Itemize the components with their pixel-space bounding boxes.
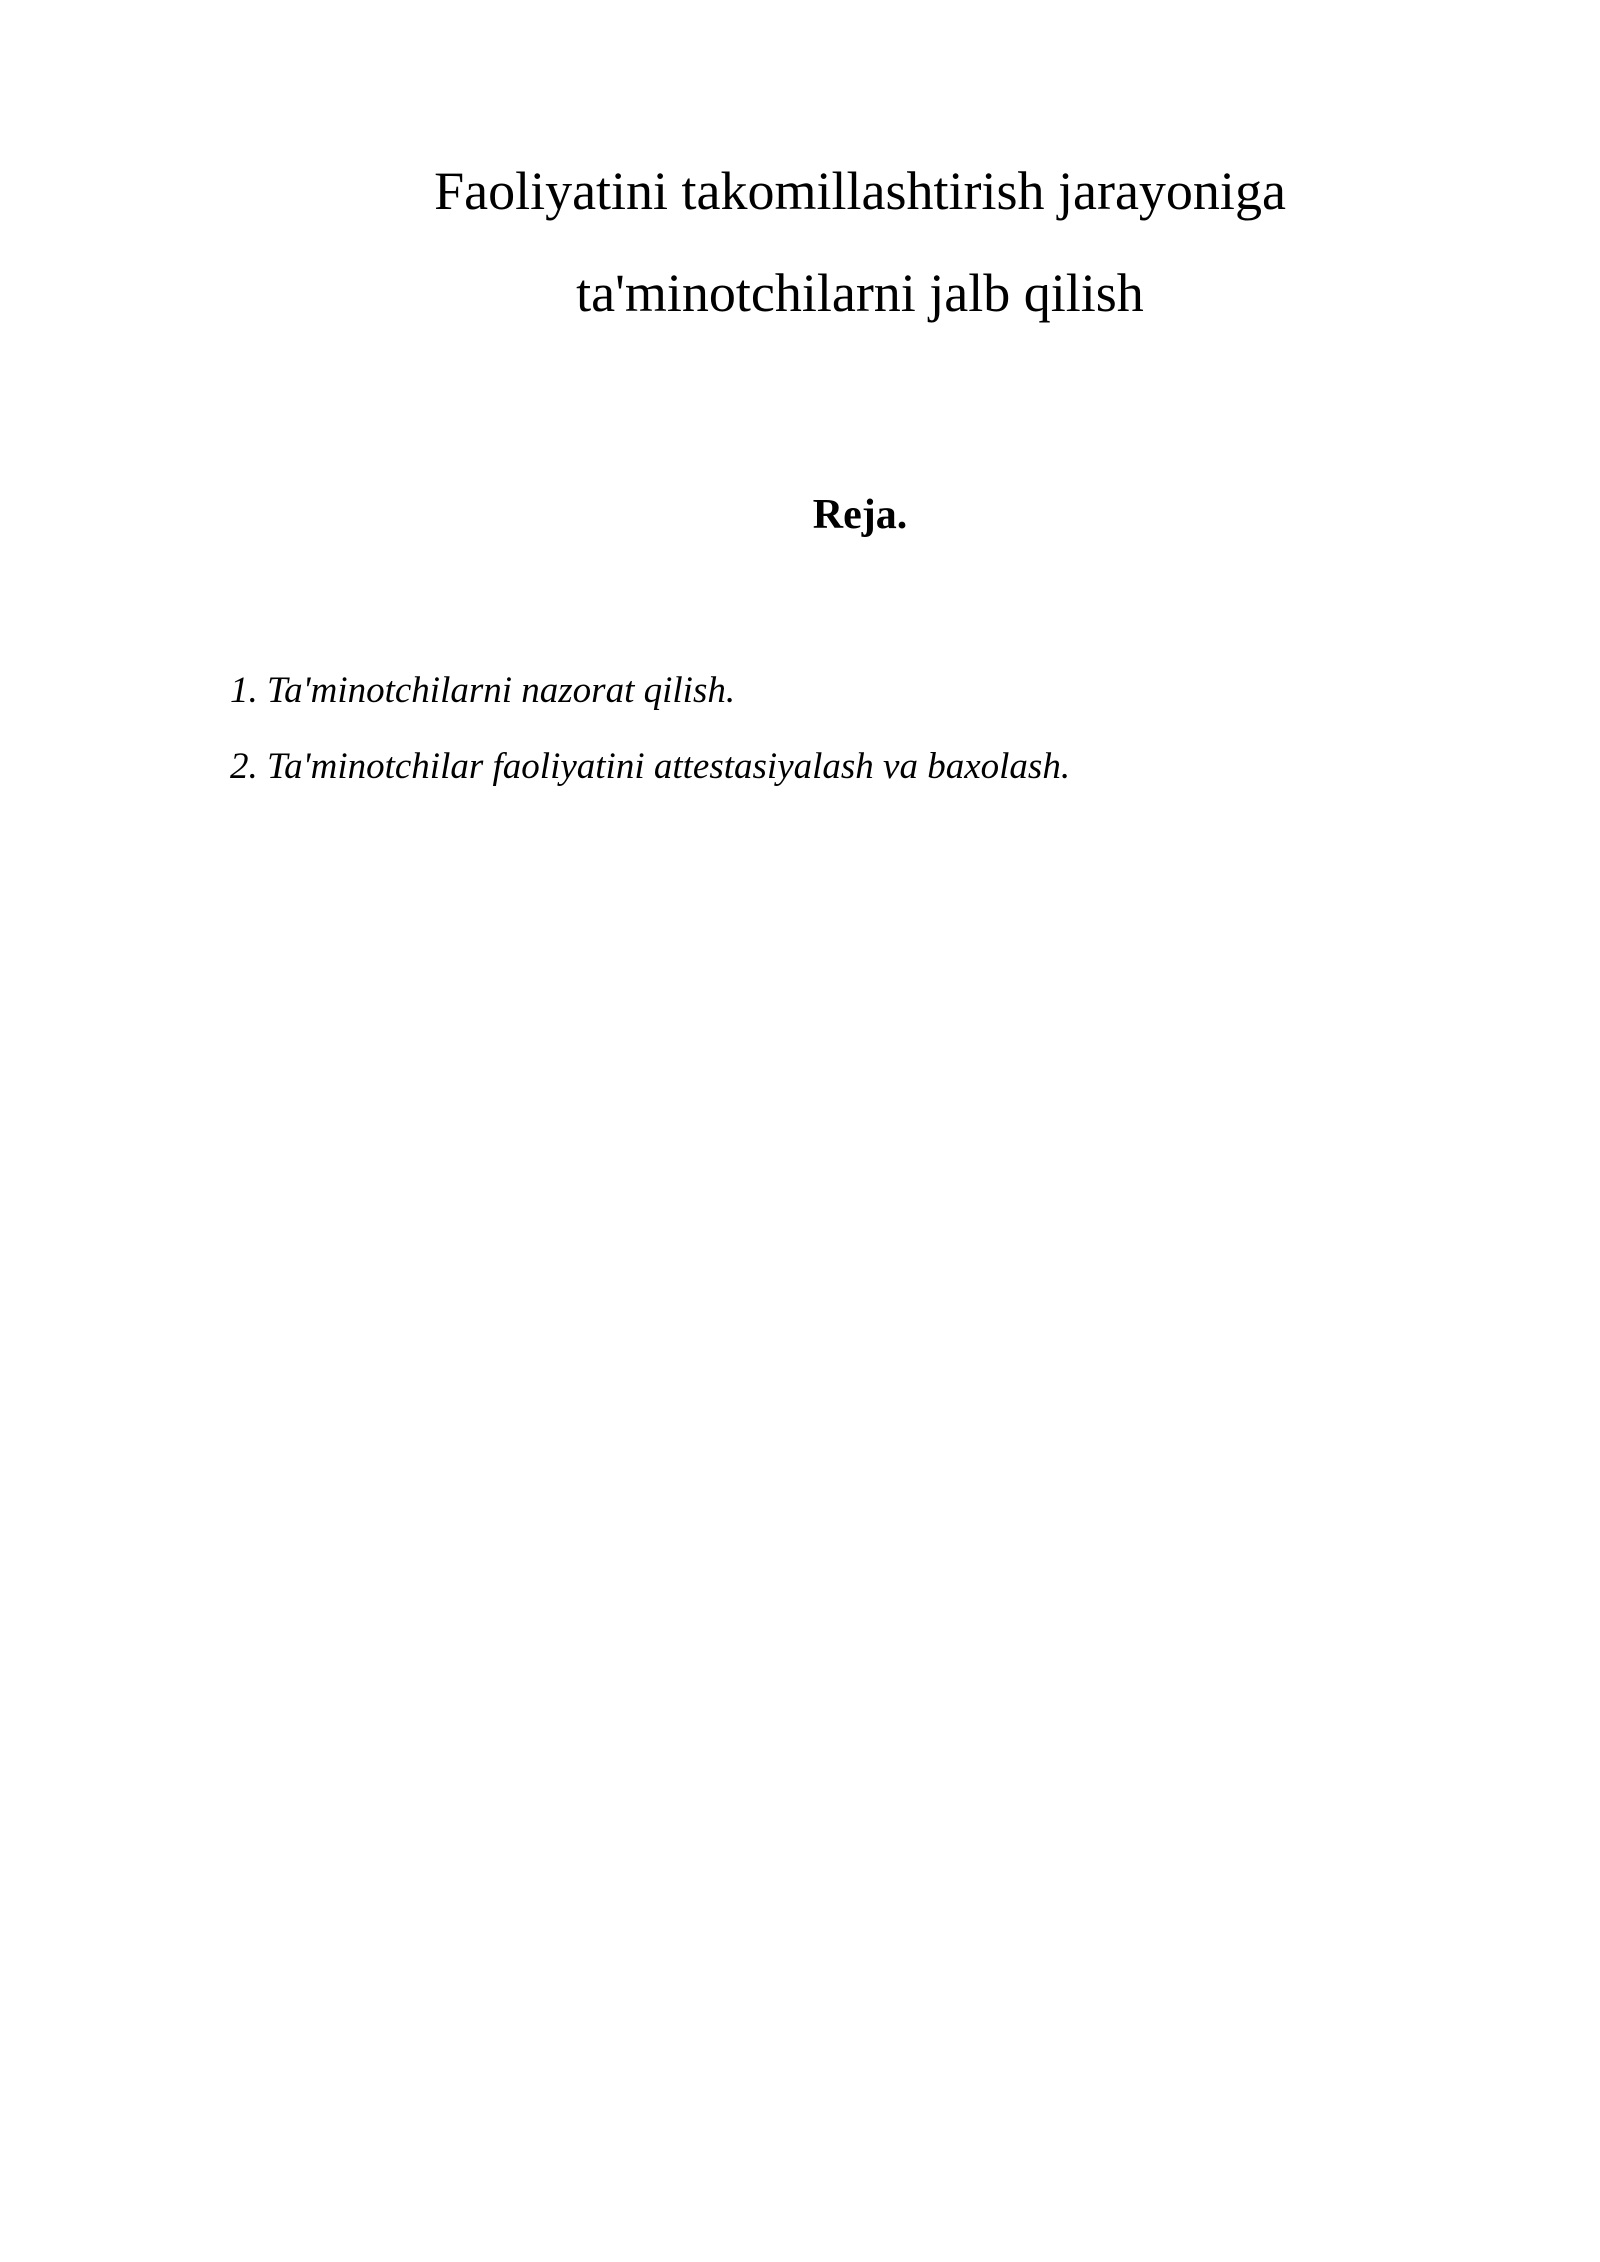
plan-heading: Reja. xyxy=(812,492,908,538)
plan-item-2 xyxy=(230,744,1070,820)
plan-list xyxy=(230,668,1070,820)
plan-item-1 xyxy=(230,668,1070,744)
plan-item-number: 1. xyxy=(230,670,258,711)
document-title-line-1: Faoliyatini takomillashtirish jarayoniga xyxy=(434,161,1286,221)
plan-item-text: Ta'minotchilar faoliyatini attestasiyalash va baxolash. xyxy=(267,746,1071,787)
plan-item-text: Ta'minotchilarni nazorat qilish. xyxy=(267,670,736,711)
document-title-line-2: ta'minotchilarni jalb qilish xyxy=(576,263,1144,323)
plan-item-number: 2. xyxy=(230,746,258,787)
